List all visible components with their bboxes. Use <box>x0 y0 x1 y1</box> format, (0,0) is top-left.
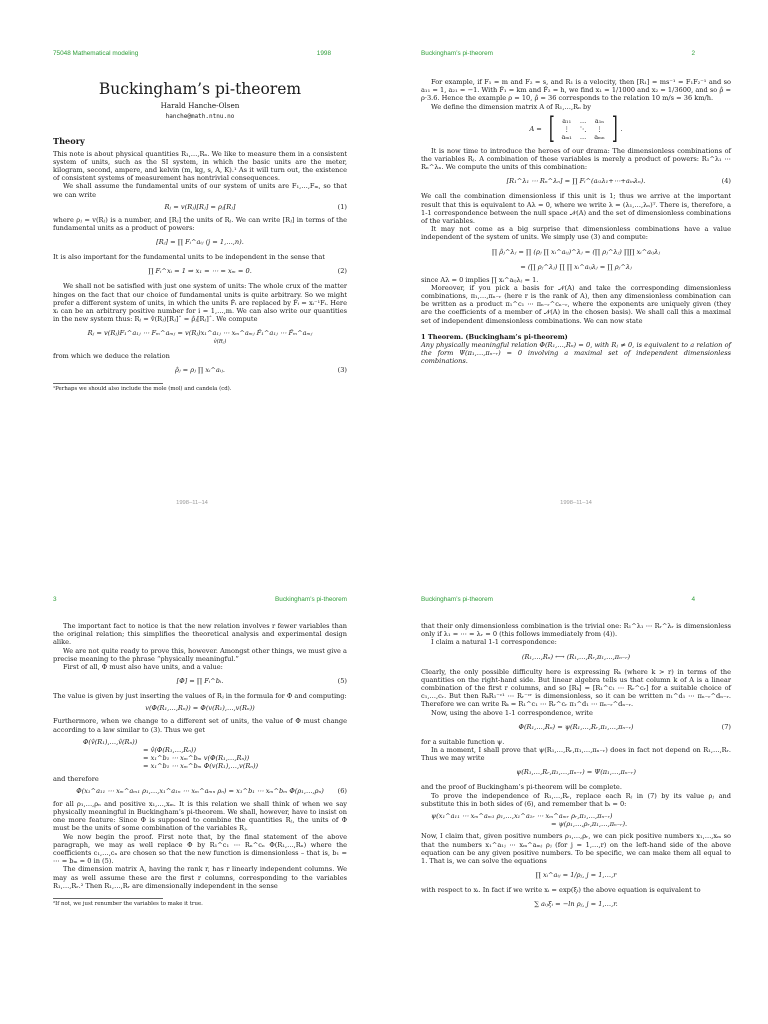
equation-value: v(Φ(R₁,…,Rₙ)) = Φ(v(R₁),…,v(Rₙ)) <box>145 704 255 713</box>
paragraph: It is now time to introduce the heroes of our drama: The dimensionless combinations of the variables Rⱼ. A combination of these variables is merely a product of powers: R₁^λ₁ ⋯ Rₙ^λₙ. We compute the units of this combination: <box>421 146 731 172</box>
paragraph: To prove the independence of R₁,…,Rᵣ, replace each Rⱼ in (7) by its value ρⱼ and substitute this in both sides of (6), and remember that bᵢ = 0: <box>421 791 731 808</box>
page-4-header-right: 4 <box>691 596 695 603</box>
paragraph: The important fact to notice is that the new relation involves r fewer variables than the original relation; this simplifies the theoretical analysis and experimental design alike. <box>53 622 347 647</box>
matrix-row <box>558 133 609 141</box>
page-1-body <box>53 78 347 393</box>
paragraph: In a moment, I shall prove that ψ(R₁,…,Rᵣ,π₁,…,πₙ₋ᵣ) does in fact not depend on R₁,…,Rᵣ. Thus we may write <box>421 746 731 763</box>
page-3-header-left: 3 <box>53 596 57 603</box>
document-title: Buckingham’s pi-theorem <box>98 80 302 98</box>
matrix-row <box>558 117 609 125</box>
author-name: Harald Hanche-Olsen <box>160 101 240 110</box>
page-1 <box>0 0 384 512</box>
paragraph: and therefore <box>53 774 99 783</box>
paragraph: It is also important for the fundamental units to be independent in the sense that <box>53 253 325 262</box>
paragraph: We shall not be satisfied with just one system of units: The whole crux of the matter hinges on the fact that our choice of fundamental units is quite arbitrary. So we might prefer a different system of units, in which the units F̂ᵢ are replaced by F̂ᵢ = xᵢ⁻¹Fᵢ. Here xᵢ can be an arbitrary positive number for i = 1,…,m. We can also write our quantities in the new system thus: Rⱼ = v̂(Rⱼ)[Rⱼ]ˆ = ρ̂ⱼ[Rⱼ]ˆ. We compute <box>53 282 347 324</box>
equation-units: [Rⱼ] = ∏ Fᵢ^aᵢⱼ (j = 1,…,n). <box>156 238 244 247</box>
paragraph: We now begin the proof. First note that, by the final statement of the above paragraph, we may as well replace Φ by R₁^c₁ ⋯ Rₙ^cₙ Φ(R₁,…,Rₙ) where the coefficients c₁,…,cₙ are chosen so that the new function is dimensionless – that is, b₁ = ⋯ = bₘ = 0 in (5). <box>53 832 347 866</box>
paragraph: and the proof of Buckingham’s pi-theorem will be complete. <box>421 783 622 792</box>
paragraph: from which we deduce the relation <box>53 351 170 360</box>
equation-substitution: ψ(x₁^a₁₁ ⋯ xₘ^aₘ₁ ρ₁,…,x₁^a₁ᵣ ⋯ xₘ^aₘᵣ ρᵣ,π₁,…,πₙ₋ᵣ) = ψ(ρ₁,…,ρᵣ,π₁,…,πₙ₋ᵣ). <box>431 812 628 829</box>
footnote: ²If not, we just renumber the variables to make it true. <box>53 898 163 908</box>
paragraph: Now, I claim that, given positive numbers ρ₁,…,ρᵣ, we can pick positive numbers x₁,…,xₘ so that the numbers x₁^a₁ⱼ ⋯ xₘ^aₘⱼ ρⱼ (for j = 1,…,r) on the left-hand side of the above equation can be any given positive numbers. To be specific, we can make them all equal to 1. That is, we can solve the equations <box>421 832 731 866</box>
paragraph: We call the combination dimensionless if this unit is 1; thus we arrive at the important result that this is equivalent to Aλ = 0, where we write λ = (λ₁,…,λₙ)ᵀ. There is, therefore, a 1-1 correspondence between the null space 𝒩(A) and the set of dimensionless combinations of the variables. <box>421 192 731 226</box>
equation-compute: Rⱼ = v(Rⱼ)F₁^a₁ⱼ ⋯ Fₘ^aₘⱼ = v(Rⱼ)x₁^a₁ⱼ ⋯ xₘ^aₘⱼ F̂₁^a₁ⱼ ⋯ F̂ₘ^aₘⱼ v̂(Rⱼ) <box>53 329 347 345</box>
page-2 <box>384 0 768 512</box>
matrix-cell: … <box>579 116 587 125</box>
paragraph: First of all, Φ must also have units, and a value: <box>63 663 223 672</box>
equation-product-2: = (∏ ρⱼ^λⱼ) ∏ ∏ xᵢ^aᵢⱼλⱼ = ∏ ρⱼ^λⱼ <box>520 262 632 271</box>
matrix-cell: ⋮ <box>563 124 570 133</box>
paragraph: It may not come as a big surprise that dimensionless combinations have a value independent of the system of units. We simply use (3) and compute: <box>421 225 731 242</box>
page-2-header-right: 2 <box>691 50 695 57</box>
equation-4: [R₁^λ₁ ⋯ Rₙ^λₙ] = ∏ Fᵢ^(aᵢ₁λ₁+⋯+aᵢₙλₙ). (4) <box>506 177 731 186</box>
equation-chain: Φ(v̂(R₁),…,v̂(Rₙ)) = v̂(Φ(R₁,…,Rₙ)) = x₁^b₁ ⋯ xₘ^bₘ v(Φ(R₁,…,Rₙ)) = x₁^b₁ ⋯ xₘ^bₘ Φ(v(R₁),…,v(Rₙ)) <box>83 737 259 771</box>
equation-log: ∑ aᵢⱼξᵢ = −ln ρⱼ, j = 1,…,r. <box>534 900 618 909</box>
theorem-body: Any physically meaningful relation Φ(R₁,…,Rₙ) = 0, with Rⱼ ≠ 0, is equivalent to a relation of the form Ψ(π₁,…,πₙ₋ᵣ) = 0 involving a maximal set of independent dimensionless combinations. <box>421 341 731 366</box>
theorem <box>421 333 731 366</box>
page-2-footer-date: 1998–11–14 <box>560 500 592 506</box>
paragraph: for a suitable function ψ. <box>421 737 505 746</box>
equation-5: [Φ] = ∏ Fᵢ^bᵢ. (5) <box>176 677 347 686</box>
page-3-body <box>53 622 347 908</box>
matrix-cell: a₁ₙ <box>594 116 605 125</box>
equation-psi: ψ(R₁,…,Rᵣ,π₁,…,πₙ₋ᵣ) = Ψ(π₁,…,πₙ₋ᵣ) <box>516 768 636 777</box>
author-email[interactable]: hanche@math.ntnu.no <box>165 113 235 121</box>
paragraph: for all ρ₁,…,ρₙ and positive x₁,…,xₘ. It is this relation we shall think of when we say physically meaningful in Buckingham’s pi-theorem. We shall, however, have to insist on one more feature: Since Φ is supposed to combine the quantities Rⱼ, the units of Φ must be the units of some combination of the variables Rⱼ. <box>53 799 347 833</box>
paragraph: Moreover, if you pick a basis for 𝒩(A) and take the corresponding dimensionless combinations, π₁,…,πₙ₋ᵣ (here r is the rank of A), then any dimensionless combination can be written as a product π₁^c₁ ⋯ πₙ₋ᵣ^cₙ₋ᵣ, where the exponents are uniquely given (they are the coefficients of a member of 𝒩(A) in the chosen basis). We shall call this a maximal set of independent dimensionless combinations. We can now state <box>421 283 731 325</box>
paragraph: I claim a natural 1-1 correspondence: <box>431 638 557 647</box>
equation-7: Φ(R₁,…,Rₙ) = ψ(R₁,…,Rᵣ,π₁,…,πₙ₋ᵣ) (7) <box>518 722 731 731</box>
page-4-body <box>421 622 731 915</box>
section-heading-theory: Theory <box>53 136 85 147</box>
paragraph: The value is given by just inserting the values of Rⱼ in the formula for Φ and computing: <box>53 692 347 701</box>
footnote: ¹Perhaps we should also include the mole (mol) and candela (cd). <box>53 383 163 393</box>
matrix-cell: aₘₙ <box>594 132 605 141</box>
paragraph: Now, using the above 1-1 correspondence, write <box>431 708 593 717</box>
underbrace-label: v̂(Rⱼ) <box>213 338 227 345</box>
equation-solve: ∏ xᵢ^aᵢⱼ = 1/ρⱼ, j = 1,…,r <box>535 871 617 880</box>
matrix-cell: aₘ₁ <box>561 132 572 141</box>
matrix-cell: ⋮ <box>596 124 603 133</box>
page-4 <box>384 512 768 1024</box>
paragraph: Clearly, the only possible difficulty here is expressing Rₖ (where k > r) in terms of the quantities on the right-hand side. But linear algebra tells us that column k of A is a linear combination of the first r columns, and so [Rₖ] = [R₁^c₁ ⋯ Rᵣ^cᵣ] for a suitable choice of c₁,…,cᵣ. But then RₖR₁⁻ᶜ¹ ⋯ Rᵣ⁻ᶜʳ is dimensionless, so it can be written π₁^d₁ ⋯ πₙ₋ᵣ^dₙ₋ᵣ. Therefore we can write Rₖ = R₁^c₁ ⋯ Rᵣ^cᵣ π₁^d₁ ⋯ πₙ₋ᵣ^dₙ₋ᵣ. <box>421 667 731 709</box>
theorem-title: 1 Theorem. (Buckingham’s pi-theorem) <box>421 332 568 341</box>
page-4-header-left: Buckingham’s pi-theorem <box>421 596 493 603</box>
paragraph: that their only dimensionless combination is the trivial one: R₁^λ₁ ⋯ Rᵣ^λᵣ is dimensionless only if λ₁ = ⋯ = λᵣ = 0 (this follows immediately from (4)). <box>421 622 731 639</box>
paragraph: Furthermore, when we change to a different set of units, the value of Φ must change according to a law similar to (3). Thus we get <box>53 717 347 734</box>
page-3-header-right: Buckingham’s pi-theorem <box>275 596 347 603</box>
equation-2: ∏ Fᵢ^xᵢ = 1 ⇒ x₁ = ⋯ = xₘ = 0. (2) <box>148 267 347 276</box>
page-1-footer-date: 1998–11–14 <box>176 500 208 506</box>
page-2-header-left: Buckingham’s pi-theorem <box>421 50 493 57</box>
page-1-header-right: 1998 <box>316 50 331 57</box>
equation-6: Φ(x₁^a₁₁ ⋯ xₘ^aₘ₁ ρ₁,…,x₁^a₁ₙ ⋯ xₘ^aₘₙ ρₙ) = x₁^b₁ ⋯ xₘ^bₘ Φ(ρ₁,…,ρₙ) (6) <box>76 786 347 795</box>
paragraph: where ρⱼ = v(Rⱼ) is a number, and [Rⱼ] the units of Rⱼ. We can write [Rⱼ] in terms of the fundamental units as a product of powers: <box>53 215 347 233</box>
matrix-row <box>558 125 609 133</box>
page-3 <box>0 512 384 1024</box>
matrix-cell: … <box>579 132 587 141</box>
page-2-body <box>421 78 731 366</box>
paragraph: This note is about physical quantities R₁,…,Rₙ. We like to measure them in a consistent system of units, such as the SI system, in which the basic units are the meter, kilogram, second, ampere, and kelvin (m, kg, s, A, K).¹ As it will turn out, the existence of consistent systems of measurement has nontrivial consequences. <box>53 149 347 183</box>
paragraph: with respect to xᵢ. In fact if we write xᵢ = exp(ξᵢ) the above equation is equivalent to <box>421 886 701 895</box>
paragraph: We shall assume the fundamental units of our system of units are F₁,…,Fₘ, so that we can write <box>53 182 347 199</box>
equation-1: Rⱼ = v(Rⱼ)[Rⱼ] = ρⱼ[Rⱼ] (1) <box>164 202 347 211</box>
paragraph: since Aλ = 0 implies ∏ xᵢ^aᵢⱼλⱼ = 1. <box>421 275 539 284</box>
equation-product-1: ∏ ρ̂ⱼ^λⱼ = ∏ (ρⱼ ∏ xᵢ^aᵢⱼ)^λⱼ = (∏ ρⱼ^λⱼ) ∏∏ xᵢ^aᵢⱼλⱼ <box>491 247 661 256</box>
matrix-cell: ⋱ <box>579 124 587 133</box>
equation-correspondence: (R₁,…,Rₙ) ⟷ (R₁,…,Rᵣ,π₁,…,πₙ₋ᵣ) <box>521 652 631 661</box>
page-1-header-left: 75048 Mathematical modeling <box>53 50 139 57</box>
paragraph: We define the dimension matrix A of R₁,…,Rₙ by <box>431 102 591 111</box>
paragraph: The dimension matrix A, having the rank r, has r linearly independent columns. We may as well assume these are the first r columns, corresponding to the variables R₁,…,Rᵣ.² Then R₁,…,Rᵣ are dimensionally independent in the sense <box>53 865 347 890</box>
paragraph: We are not quite ready to prove this, however. Amongst other things, we must give a precise meaning to the phrase “physically meaningful.” <box>53 646 347 663</box>
matrix-cell: a₁₁ <box>562 116 572 125</box>
matrix-table <box>558 117 609 142</box>
paragraph: For example, if F₁ = m and F₂ = s, and R₁ is a velocity, then [R₁] = ms⁻¹ = F₁F₂⁻¹ and so a₁₁ = 1, a₂₁ = −1. With F̂₁ = km and F̂₂ = h, we find x₁ = 1/1000 and x₂ = 1/3600, and so ρ̂ = ρ·3.6. Hence the example ρ = 10, ρ̂ = 36 corresponds to the relation 10 m/s = 36 km/h. <box>421 78 731 103</box>
dimension-matrix: A = [ a₁₁ … a₁ₙ ⋮ ⋱ ⋮ aₘ₁ … aₘₙ ] . <box>529 110 623 146</box>
equation-3: ρ̂ⱼ = ρⱼ ∏ xᵢ^aᵢⱼ. (3) <box>174 366 347 375</box>
